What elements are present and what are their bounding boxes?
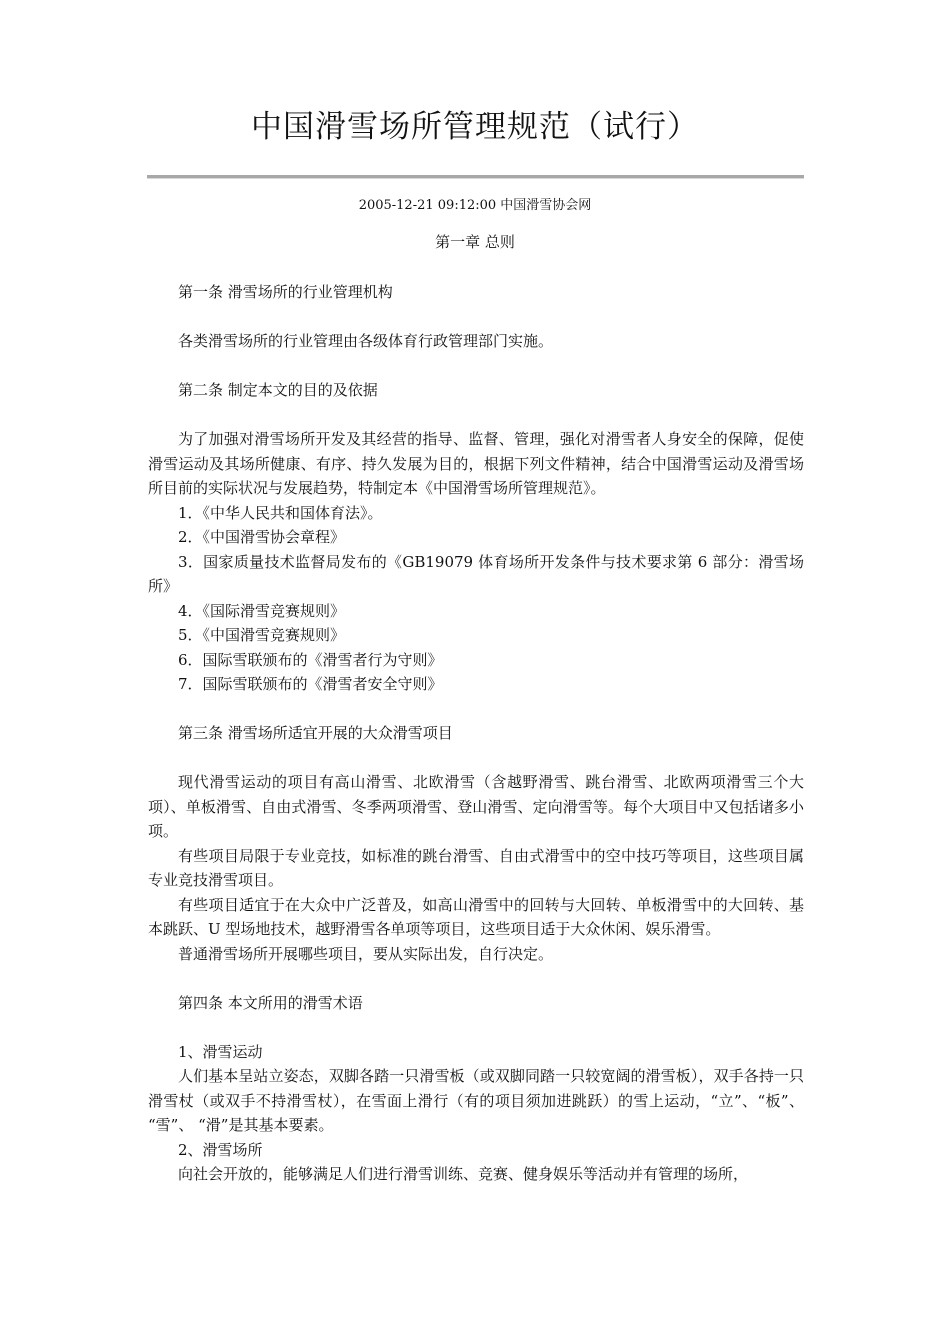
list-item: 4．《国际滑雪竞赛规则》: [178, 601, 346, 620]
chapter-heading: 第一章 总则: [435, 233, 515, 251]
list-item: 2．《中国滑雪协会章程》: [178, 528, 346, 546]
paragraph: 有些项目局限于专业竞技，如标准的跳台滑雪、自由式滑雪中的空中技巧等项目，这些项目属专业竞技滑雪项目。: [148, 846, 804, 889]
list-item: 3．国家质量技术监督局发布的《GB19079 体育场所开发条件与技术要求第 6 部分：滑雪场所》: [148, 552, 804, 595]
document-body: [148, 280, 804, 1187]
paragraph: 人们基本呈站立姿态，双脚各踏一只滑雪板（或双脚同踏一只较宽阔的滑雪板），双手各持一只滑雪杖（或双手不持滑雪杖），在雪面上滑行（有的项目须加进跳跃）的雪上运动，“立”、“板”、 “雪”、 “滑”是其基本要素。: [148, 1067, 804, 1134]
title-divider: [147, 175, 804, 179]
article-heading: 第一条 滑雪场所的行业管理机构: [178, 283, 393, 301]
article-heading: 第二条 制定本文的目的及依据: [178, 381, 378, 399]
term-heading: 1、滑雪运动: [178, 1042, 263, 1061]
paragraph: 各类滑雪场所的行业管理由各级体育行政管理部门实施。: [178, 332, 554, 350]
document-title: 中国滑雪场所管理规范（试行）: [251, 109, 699, 145]
list-item: 5．《中国滑雪竞赛规则》: [178, 626, 346, 644]
term-heading: 2、滑雪场所: [178, 1140, 263, 1159]
paragraph: 现代滑雪运动的项目有高山滑雪、北欧滑雪（含越野滑雪、跳台滑雪、北欧两项滑雪三个大项）、单板滑雪、自由式滑雪、冬季两项滑雪、登山滑雪、定向滑雪等。每个大项目中又包括诸多小项。: [148, 773, 804, 840]
paragraph: 向社会开放的，能够满足人们进行滑雪训练、竞赛、健身娱乐等活动并有管理的场所，: [178, 1165, 749, 1183]
list-item: 7．国际雪联颁布的《滑雪者安全守则》: [178, 675, 443, 693]
article-heading: 第四条 本文所用的滑雪术语: [178, 993, 363, 1012]
article-heading: 第三条 滑雪场所适宜开展的大众滑雪项目: [178, 724, 453, 742]
paragraph: 普通滑雪场所开展哪些项目，要从实际出发，自行决定。: [178, 944, 554, 963]
list-item: 1．《中华人民共和国体育法》。: [178, 503, 383, 522]
publish-meta: 2005-12-21 09:12:00 中国滑雪协会网: [358, 198, 592, 213]
paragraph: 为了加强对滑雪场所开发及其经营的指导、监督、管理，强化对滑雪者人身安全的保障，促使滑雪运动及其场所健康、有序、持久发展为目的，根据下列文件精神，结合中国滑雪运动及滑雪场所目前的实际状况与发展趋势，特制定本《中国滑雪场所管理规范》。: [148, 430, 804, 497]
list-item: 6．国际雪联颁布的《滑雪者行为守则》: [178, 650, 443, 669]
paragraph: 有些项目适宜于在大众中广泛普及，如高山滑雪中的回转与大回转、单板滑雪中的大回转、基本跳跃、U 型场地技术，越野滑雪各单项等项目，这些项目适于大众休闲、娱乐滑雪。: [148, 895, 804, 938]
